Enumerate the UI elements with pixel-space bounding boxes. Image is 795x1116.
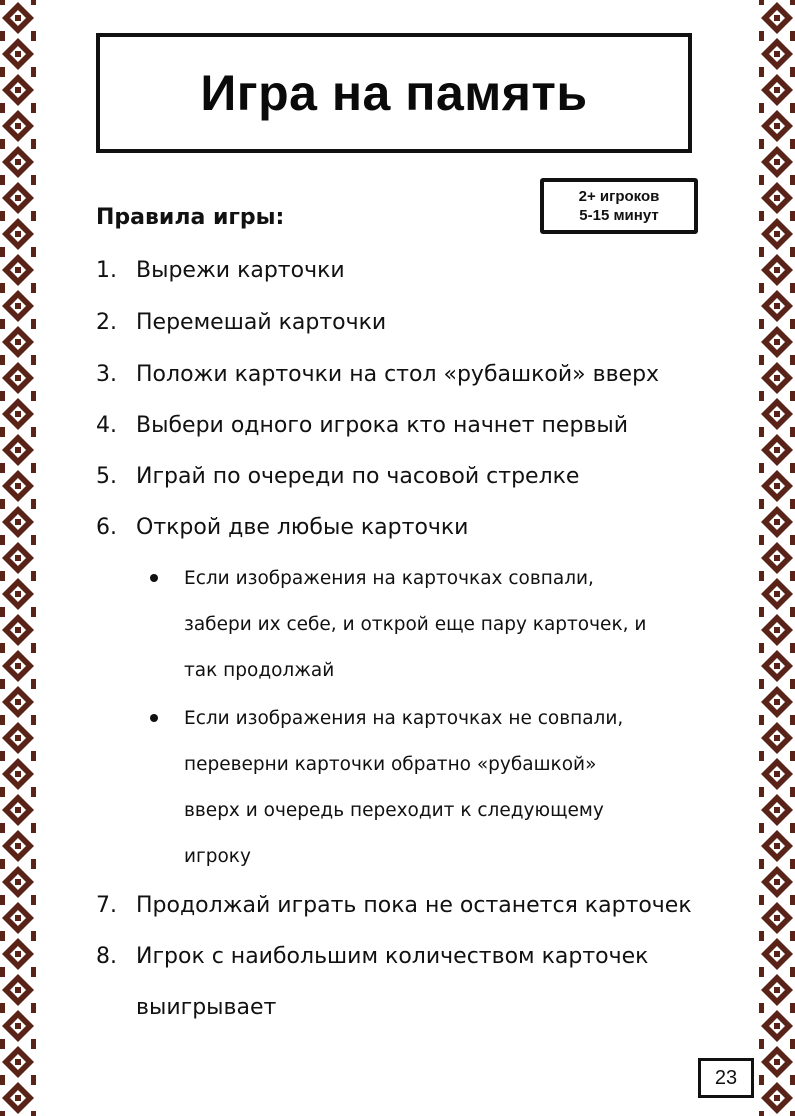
rule-step-continued: выигрывает xyxy=(136,995,277,1020)
game-duration: 5-15 минут xyxy=(579,207,659,224)
rule-step: 3. Положи карточки на стол «рубашкой» вверх xyxy=(96,362,660,387)
page-title: Игра на память xyxy=(200,65,588,121)
rule-step: 6. Открой две любые карточки xyxy=(96,515,469,540)
right-ornament-border xyxy=(759,0,795,1116)
rule-step: 5. Играй по очереди по часовой стрелке xyxy=(96,464,580,489)
rule-step: 2. Перемешай карточки xyxy=(96,310,387,335)
rules-heading: Правила игры: xyxy=(96,205,285,230)
players-count: 2+ игроков xyxy=(578,188,660,205)
game-info-box xyxy=(540,178,698,234)
left-ornament-border xyxy=(0,0,36,1116)
rule-step: 8. Игрок с наибольшим количеством карточек xyxy=(96,944,649,969)
rule-sub-bullet: Если изображения на карточках совпали, забери их себе, и открой еще пару карточек, и так продолжай xyxy=(150,556,710,694)
rule-step: 4. Выбери одного игрока кто начнет первый xyxy=(96,413,629,438)
page-number: 23 xyxy=(698,1058,754,1098)
bullet-dot-icon xyxy=(150,574,158,582)
title-box xyxy=(96,33,692,153)
bullet-dot-icon xyxy=(150,714,158,722)
rule-step: 1. Вырежи карточки xyxy=(96,258,345,283)
rule-step: 7. Продолжай играть пока не останется карточек xyxy=(96,893,692,918)
rule-sub-bullet: Если изображения на карточках не совпали, переверни карточки обратно «рубашкой» вверх и очередь переходит к следующему игроку xyxy=(150,696,710,880)
